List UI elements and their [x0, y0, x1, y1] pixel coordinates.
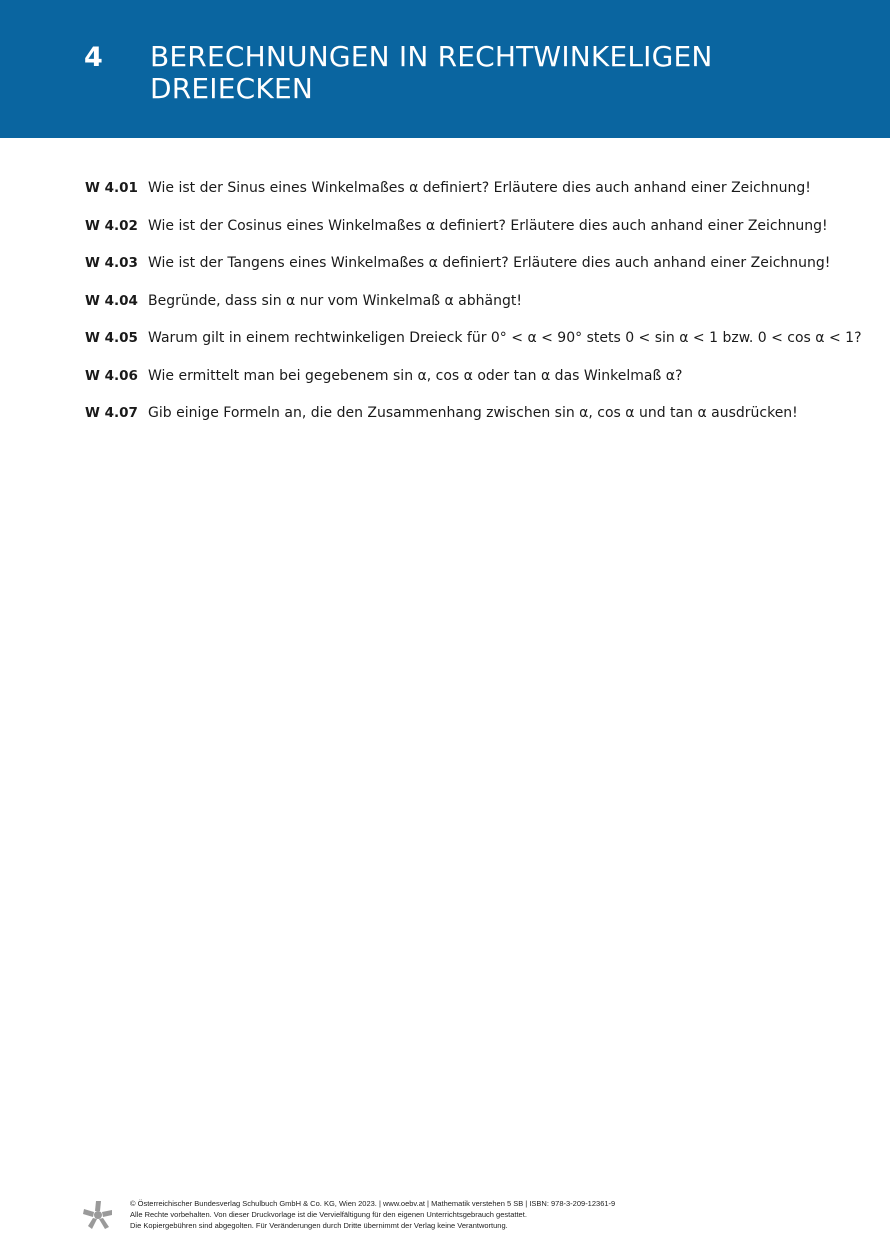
- footer-line-1: © Österreichischer Bundesverlag Schulbuch GmbH & Co. KG, Wien 2023. | www.oebv.at | Mathematik verstehen 5 SB | ISBN: 978-3-209-12361-9: [130, 1199, 616, 1208]
- chapter-title-line-2: DREIECKEN: [150, 72, 314, 105]
- footer-line-3: Die Kopiergebühren sind abgegolten. Für Veränderungen durch Dritte übernimmt der Verlag keine Verantwortung.: [130, 1221, 508, 1230]
- task-item: [85, 366, 825, 404]
- publisher-logo-icon: [83, 1200, 113, 1230]
- footer-line-2: Alle Rechte vorbehalten. Von dieser Druckvorlage ist die Vervielfältigung für den eigenen Unterrichtsgebrauch gestattet.: [130, 1210, 527, 1219]
- task-text: Wie ist der Tangens eines Winkelmaßes α definiert? Erläutere dies auch anhand einer Zeichnung!: [148, 255, 831, 271]
- task-item: [85, 178, 825, 216]
- task-text: Warum gilt in einem rechtwinkeligen Dreieck für 0° < α < 90° stets 0 < sin α < 1 bzw. 0 < cos α < 1?: [148, 330, 862, 346]
- task-item: [85, 291, 825, 329]
- task-number: W 4.06: [85, 367, 138, 384]
- task-text: Wie ist der Cosinus eines Winkelmaßes α definiert? Erläutere dies auch anhand einer Zeichnung!: [148, 217, 828, 234]
- task-text: Gib einige Formeln an, die den Zusammenhang zwischen sin α, cos α und tan α ausdrücken!: [148, 405, 798, 421]
- task-item: [85, 328, 862, 366]
- chapter-header: [0, 0, 890, 138]
- chapter-number: 4: [84, 42, 103, 73]
- task-number: W 4.03: [85, 255, 138, 271]
- task-number: W 4.05: [85, 330, 138, 346]
- chapter-title-line-1: BERECHNUNGEN IN RECHTWINKELIGEN: [150, 40, 713, 73]
- page-footer: [83, 1197, 803, 1233]
- task-item: [85, 253, 831, 291]
- task-text: Begründe, dass sin α nur vom Winkelmaß α abhängt!: [148, 292, 522, 309]
- footer-copyright: [130, 1198, 615, 1231]
- task-number: W 4.01: [85, 180, 138, 196]
- task-number: W 4.02: [85, 217, 138, 234]
- task-item: [85, 216, 828, 254]
- task-number: W 4.04: [85, 292, 138, 309]
- chapter-title: [150, 41, 830, 105]
- task-item: [85, 403, 825, 441]
- task-text: Wie ist der Sinus eines Winkelmaßes α definiert? Erläutere dies auch anhand einer Zeichnung!: [148, 180, 811, 196]
- task-text: Wie ermittelt man bei gegebenem sin α, cos α oder tan α das Winkelmaß α?: [148, 367, 683, 384]
- task-number: W 4.07: [85, 405, 138, 421]
- task-list: [85, 178, 862, 441]
